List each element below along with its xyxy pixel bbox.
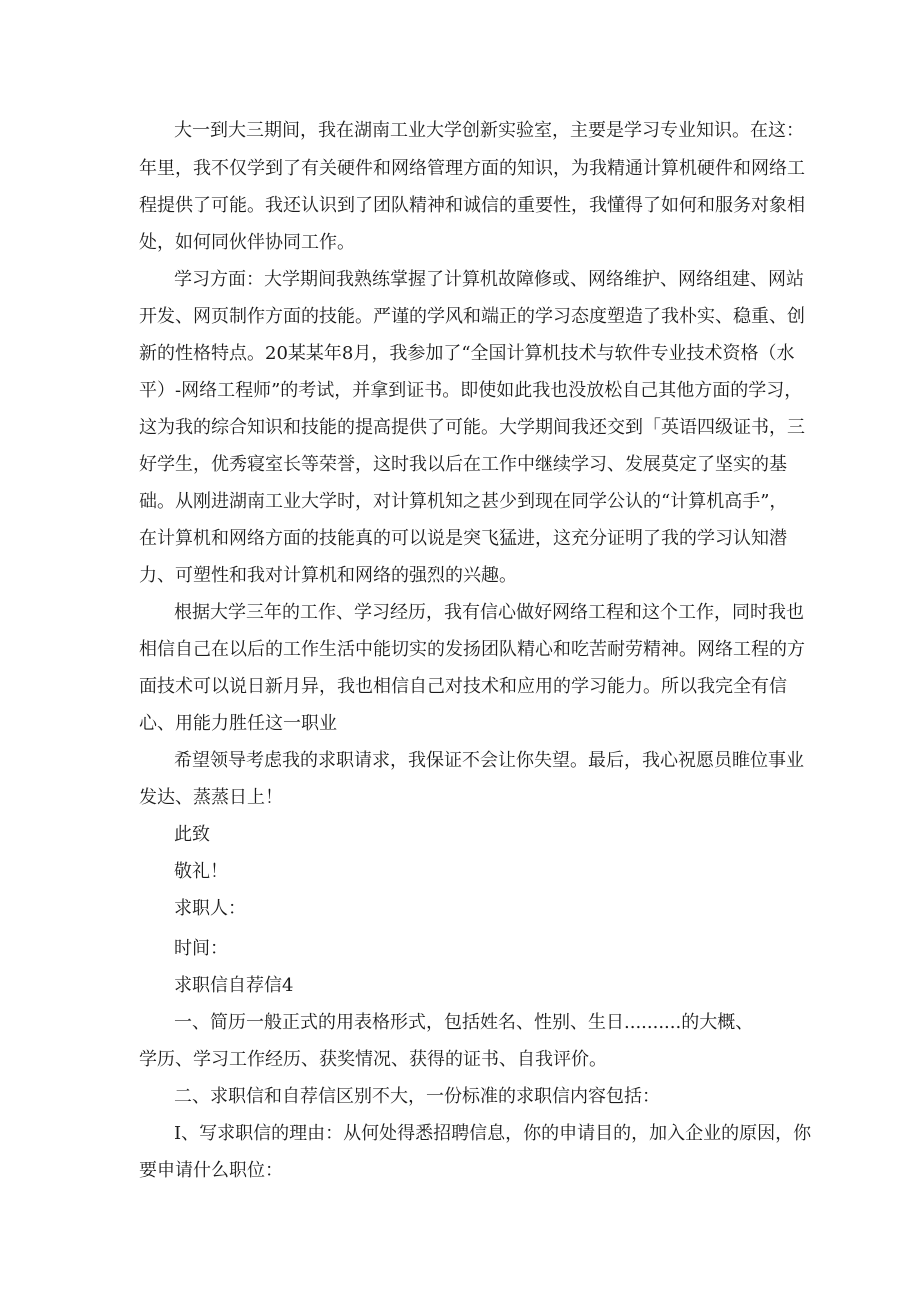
text-line-13: 力、可塑性和我对计算机和网络的强烈的兴趣。 — [139, 565, 517, 586]
text-line-18: 希望领导考虑我的求职请求，我保证不会让你失望。最后，我心祝愿员睢位事业 — [174, 750, 804, 771]
text-line-12: 在计算机和网络方面的技能真的可以说是突飞猛进，这充分证明了我的学习认知潜 — [139, 528, 787, 549]
text-line-14: 根据大学三年的工作、学习经历，我有信心做好网络工程和这个工作，同时我也 — [174, 602, 804, 623]
text-line-08: 平）-网络工程师”的考试，并拿到证书。即使如此我也没放松自己其他方面的学习， — [139, 380, 803, 401]
text-line-17: 心、用能力胜任这一职业 — [139, 713, 337, 734]
text-line-04: 处，如何同伙伴协同工作。 — [139, 232, 355, 253]
closing-line-1: 此致 — [174, 824, 210, 845]
date-label: 时间： — [174, 938, 228, 959]
text-line-03: 程提供了可能。我还认识到了团队精神和诚信的重要性，我懂得了如何和服务对象相 — [139, 195, 805, 216]
text-line-25: 一、简历一般正式的用表格形式，包括姓名、性别、生日..........的大概、 — [174, 1012, 754, 1033]
text-line-09: 这为我的综合知识和技能的提高提供了可能。大学期间我还交到「英语四级证书，三 — [139, 417, 805, 438]
text-line-28: I、写求职信的理由：从何处得悉招聘信息，你的申请目的，加入企业的原因，你 — [174, 1123, 812, 1144]
text-line-02: 年里，我不仅学到了有关硬件和网络管理方面的知识，为我精通计算机硬件和网络工 — [139, 158, 805, 179]
text-line-15: 相信自己在以后的工作生活中能切实的发扬团队精心和吃苦耐劳精神。网络工程的方 — [139, 639, 805, 660]
text-line-01: 大一到大三期间，我在湖南工业大学创新实验室，主要是学习专业知识。在这： — [174, 120, 804, 141]
text-line-11: 础。从刚进湖南工业大学时，对计算机知之甚少到现在同学公认的“计算机高手”， — [139, 491, 788, 512]
text-line-07: 新的性格特点。20某某年8月，我参加了“全国计算机技术与软件专业技术资格（水 — [139, 343, 795, 364]
applicant-label: 求职人： — [174, 898, 246, 919]
text-line-19: 发达、蒸蒸日上！ — [139, 787, 283, 808]
text-line-26: 学历、学习工作经历、获奖情况、获得的证书、自我评价。 — [139, 1049, 607, 1070]
closing-line-2: 敬礼！ — [174, 861, 228, 882]
section-title: 求职信自荐信4 — [174, 975, 294, 996]
text-line-16: 面技术可以说日新月异，我也相信自己对技术和应用的学习能力。所以我完全有信 — [139, 676, 787, 697]
text-line-10: 好学生，优秀寝室长等荣誉，这时我以后在工作中继续学习、发展莫定了坚实的基 — [139, 454, 787, 475]
text-line-29: 要申请什么职位： — [139, 1160, 283, 1181]
text-line-05: 学习方面：大学期间我熟练掌握了计算机故障修或、网络维护、网络组建、网站 — [174, 269, 804, 290]
text-line-06: 开发、网页制作方面的技能。严谨的学风和端正的学习态度塑造了我朴实、稳重、创 — [139, 306, 805, 327]
text-line-27: 二、求职信和自荐信区别不大，一份标准的求职信内容包括： — [174, 1086, 660, 1107]
